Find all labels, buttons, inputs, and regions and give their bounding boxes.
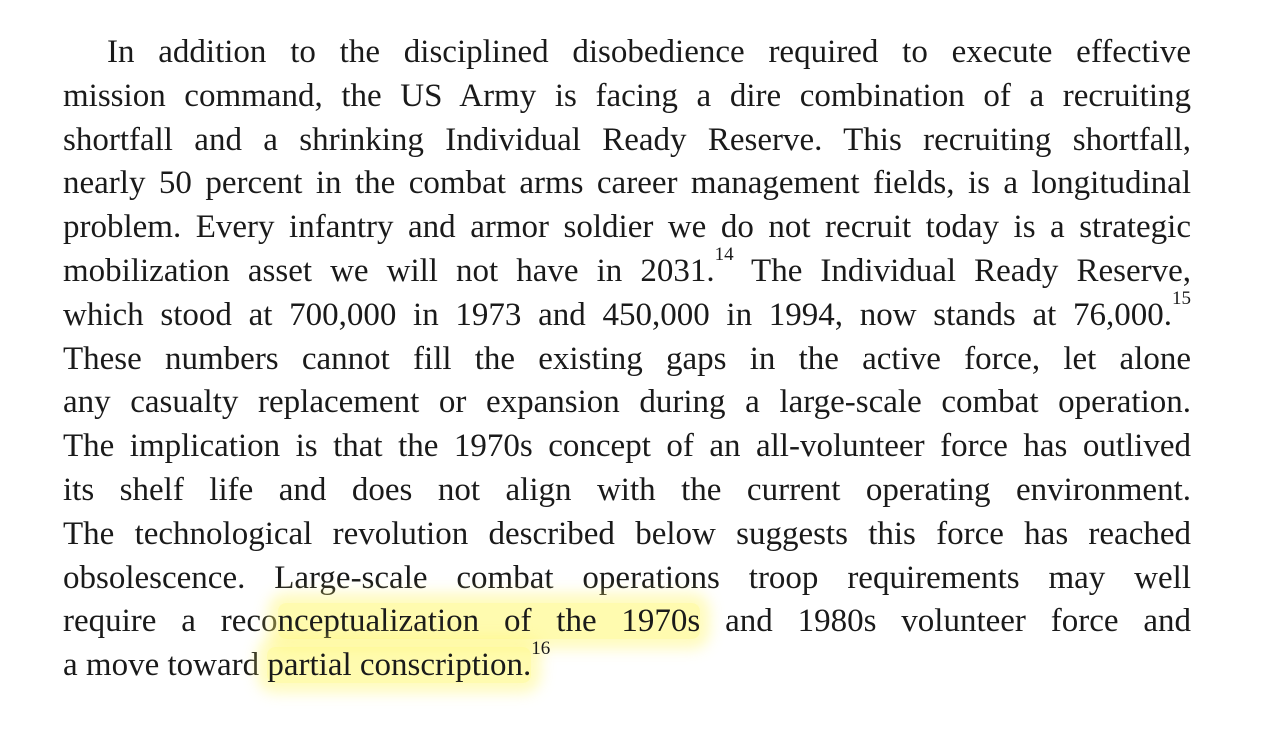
text-line: shortfall and a shrinking Individual Ready Reserve. This recruiting shortfall, (63, 121, 1191, 158)
text-line: The technological revolution described below suggests this force has reached (63, 515, 1191, 552)
text-line (63, 638, 1191, 688)
text-line: obsolescence. Large-scale combat operations troop requirements may well (63, 559, 1191, 596)
text-segment: mobilization asset we will not have in 2031. (63, 252, 715, 289)
body-paragraph (63, 31, 1191, 688)
text-segment: and 1980s volunteer force and (700, 603, 1191, 640)
text-line: problem. Every infantry and armor soldier we do not recruit today is a strategic (63, 209, 1191, 246)
text-line: its shelf life and does not align with the current operating environment. (63, 471, 1191, 508)
footnote-marker[interactable]: 16 (531, 638, 551, 660)
footnote-marker[interactable]: 14 (714, 243, 734, 265)
text-line: nearly 50 percent in the combat arms career management fields, is a longitudinal (63, 165, 1191, 202)
footnote-marker[interactable]: 15 (1172, 287, 1191, 309)
text-segment: a move toward (63, 647, 268, 684)
text-line: any casualty replacement or expansion during a large-scale combat operation. (63, 384, 1191, 421)
highlighted-text[interactable]: partial conscription. (267, 647, 532, 684)
text-line: The implication is that the 1970s concept of an all-volunteer force has outlived (63, 428, 1191, 465)
highlighted-text[interactable]: nceptualization of the 1970s (277, 603, 701, 640)
text-line (63, 600, 1191, 644)
text-line (63, 243, 1192, 294)
text-segment: The Individual Ready Reserve, (733, 252, 1192, 289)
text-line: These numbers cannot fill the existing gaps in the active force, let alone (63, 340, 1191, 377)
text-line: In addition to the disciplined disobedience required to execute effective (107, 34, 1191, 70)
text-line (63, 287, 1191, 338)
text-segment: which stood at 700,000 in 1973 and 450,000 in 1994, now stands at 76,000. (63, 296, 1172, 333)
text-segment: require a reco (63, 603, 278, 640)
text-line: mission command, the US Army is facing a dire combination of a recruiting (63, 77, 1191, 114)
